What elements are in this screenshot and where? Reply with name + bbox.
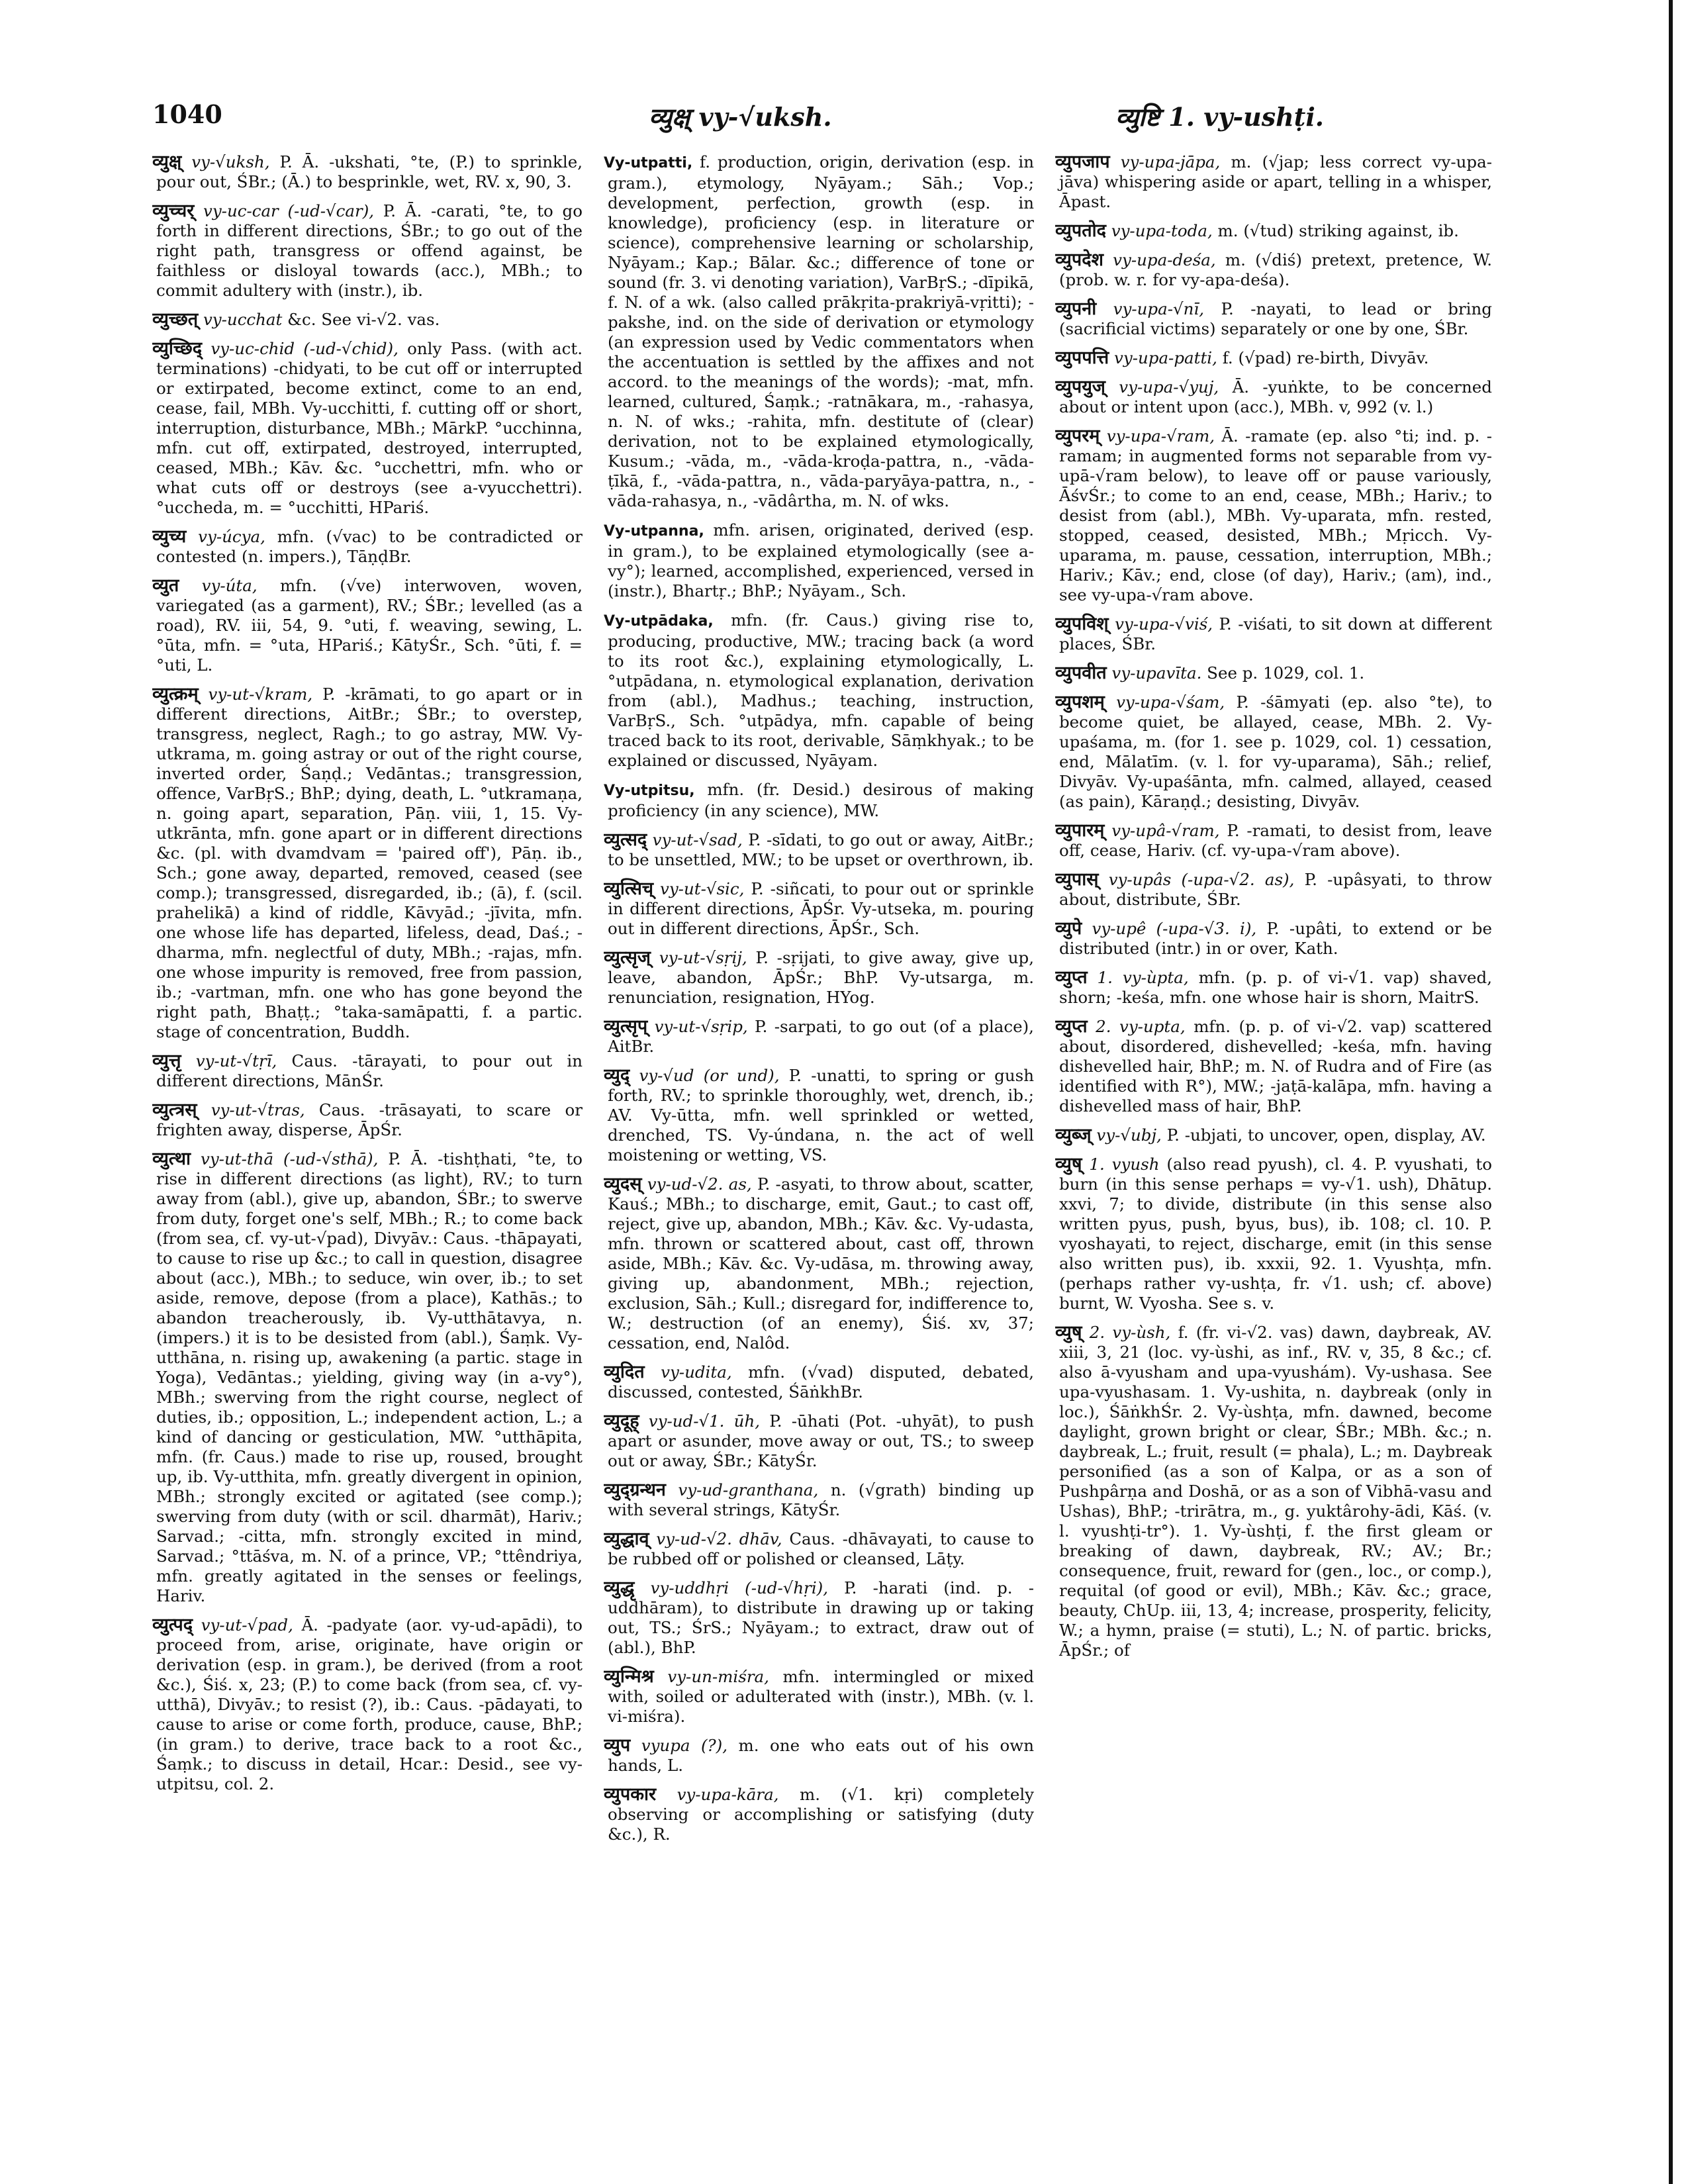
entry-headword: vy-ut-√pad, <box>201 1615 293 1635</box>
entry-devanagari: व्युपवीत <box>1055 663 1107 683</box>
entry-definition: mfn. (fr. Caus.) giving rise to, producing, productive, MW.; tracing back (a word to its root &c.), explaining etymologically, L. °utpādana, n. etymological explanation, derivation from (abl.), Madhus.; teaching, instruction, VarBṛS., Sch. °utpādya, mfn. capable of being traced back to its root, derivable, Sāṃkhyak.; to be explained or discussed, Nyāyam. <box>608 610 1034 770</box>
entry-definition: P. -sīdati, to go out or away, AitBr.; to be unsettled, MW.; to be upset or overthrown, ib. <box>608 830 1034 869</box>
entry-definition: P. -nayati, to lead or bring (sacrificial victims) separately or one by one, ŚBr. <box>1059 299 1492 338</box>
dictionary-entry <box>604 1362 1034 1402</box>
entry-devanagari: व्युप्त <box>1055 1016 1088 1037</box>
dictionary-entry <box>152 201 583 301</box>
entry-devanagari: व्युपविश् <box>1055 614 1109 634</box>
entry-headword: vy-√uksh, <box>191 152 270 171</box>
entry-definition: Ā. -padyate (aor. vy-ud-apādi), to proceed from, arise, originate, have origin or derivation (esp. in gram.), be derived (from a root &c.), Śiś. x, 23; (P.) to come back (from sea, cf. vy-utthā), Divyāv.; to resist (?), ib.: Caus. -pādayati, to cause to arise or come forth, produce, cause, BhP.; (in gram.) to derive, trace back to a root &c., Śaṃk.; to discuss in detail, Hcar.: Desid., see vy-utpitsu, col. 2. <box>156 1615 583 1793</box>
entry-headword: vy-upa-√nī, <box>1113 299 1204 318</box>
dictionary-entry <box>604 948 1034 1008</box>
entry-devanagari: व्युपकार <box>604 1784 657 1805</box>
entry-headword: vy-upa-jāpa, <box>1120 152 1221 171</box>
entry-devanagari: व्युपारम् <box>1055 820 1105 841</box>
dictionary-entry <box>1055 1155 1492 1313</box>
entry-headword: vy-upa-kāra, <box>677 1785 779 1804</box>
entry-devanagari: व्युक्ष् <box>152 152 182 172</box>
entry-definition: f. production, origin, derivation (esp. in gram.), etymology, Nyāyam.; Sāh.; Vop.; development, perfection, growth (esp. in knowledge), proficiency (esp. in literature or science), comprehensive learning or scholarship, Nyāyam.; Kap.; Bālar. &c.; difference of tone or sound (fr. 3. vi denoting variation), VarBṛS.; -dīpikā, f. N. of a wk. (also called prākṛita-prakriyā-vṛitti); -pakshe, ind. on the side of derivation or etymology (an expression used by Vedic commentators when the accentuation is settled by the affixes and not accord. to the meanings of the words); -mat, mfn. learned, cultured, Śaṃk.; -ratnākara, m., -rahasya, n. N. of wks.; -rahita, mfn. destitute of (clear) derivation, not to be explained etymologically, Kusum.; -vāda, m., -vāda-kroḍa-pattra, n., -vāda-ṭīkā, f., -vāda-pattra, n., vāda-paryāya-pattra, n., -vāda-rahasya, n., -vādârtha, m. N. of wks. <box>608 152 1034 510</box>
dictionary-entry <box>604 1480 1034 1520</box>
entry-headword: vy-udita, <box>661 1362 732 1382</box>
entry-devanagari: व्युपपत्ति <box>1055 348 1109 368</box>
dictionary-entry <box>1055 152 1492 212</box>
entry-headword: vy-ut-√sad, <box>652 830 743 849</box>
entry-subheadword: Vy-utpatti, <box>604 155 693 171</box>
entry-headword: vy-ucchat <box>203 310 283 329</box>
entry-devanagari: व्युत्क्रम् <box>152 684 199 704</box>
entry-headword: vy-ut-√tras, <box>211 1100 305 1119</box>
entry-devanagari: व्युद्धाव् <box>604 1529 649 1549</box>
entry-definition: &c. See vi-√2. vas. <box>287 310 440 329</box>
entry-devanagari: व्युत्सिच् <box>604 878 654 899</box>
entry-headword: vy-upa-√yuj, <box>1119 377 1219 397</box>
entry-definition: P. Ā. -tishṭhati, °te, to rise in different directions (as light), RV.; to turn away from (abl.), give up, abandon, ŚBr.; to swerve from duty, forget one's self, MBh.; R.; to come back (from sea, cf. vy-ut-√pad), Divyāv.: Caus. -thāpayati, to cause to rise up &c.; to call in question, disagree about (acc.), MBh.; to seduce, win over, ib.; to set aside, remove, depose (from a place), Kathās.; to abandon treacherously, ib. Vy-utthātavya, n. (impers.) it is to be desisted from (abl.), Śaṃk. Vy-utthāna, n. rising up, awakening (a partic. stage in Yoga), Vedāntas.; yielding, giving way (in a-vy°), MBh.; swerving from the right course, neglect of duties, ib.; opposition, L.; independent action, L.; a kind of dancing or gesticulation, MW. °utthāpita, mfn. (fr. Caus.) made to rise up, roused, brought up, ib. Vy-utthita, mfn. greatly divergent in opinion, MBh.; strongly excited or agitated (see comp.); swerving from duty (with or scil. dharmāt), Hariv.; Sarvad.; -citta, mfn. strongly excited in mind, Sarvad.; °ttāśva, m. N. of a prince, VP.; °ttêndriya, mfn. greatly agitated in the senses or feelings, Hariv. <box>156 1149 583 1605</box>
entry-devanagari: व्युन्मिश्र <box>604 1666 654 1687</box>
dictionary-entry <box>604 1785 1034 1844</box>
entry-devanagari: व्युदूह् <box>604 1411 639 1431</box>
entry-devanagari: व्युद् <box>604 1065 630 1086</box>
dictionary-entry <box>1055 968 1492 1008</box>
dictionary-entry <box>1055 919 1492 959</box>
entry-devanagari: व्युष् <box>1055 1322 1082 1343</box>
entry-definition: P. -krāmati, to go apart or in different directions, AitBr.; ŚBr.; to overstep, transgress, neglect, Ragh.; to go astray, MW. Vy-utkrama, m. going astray or out of the right course, inverted order, Śaṇḍ.; Vedāntas.; transgression, offence, VarBṛS.; BhP.; dying, death, L. °utkramaṇa, n. going apart, separation, Pāṇ. viii, 1, 15. Vy-utkrānta, mfn. gone apart or in different directions &c. (pl. with dvamdvam = 'paired off'), Pāṇ. ib., Sch.; gone away, departed, removed, ceased (see comp.); transgressed, disregarded, ib.; (ā), f. (scil. prahelikā) a kind of riddle, Kāvyād.; -jīvita, mfn. one whose life has departed, lifeless, dead, Daś.; -dharma, mfn. neglectful of duty, MBh.; -rajas, mfn. one whose impurity is removed, free from passion, ib.; -vartman, mfn. one who has gone beyond the right path, Bhaṭṭ.; °taka-samāpatti, f. a partic. stage of concentration, Buddh. <box>156 685 583 1041</box>
dictionary-entry <box>152 685 583 1042</box>
dictionary-entry <box>1055 870 1492 910</box>
dictionary-entry <box>1055 821 1492 861</box>
entry-definition: See p. 1029, col. 1. <box>1207 663 1365 683</box>
entry-headword: vy-√ubj, <box>1096 1125 1162 1145</box>
entry-devanagari: व्युप्त <box>1055 967 1088 988</box>
entry-devanagari: व्युपयुज् <box>1055 377 1105 397</box>
entry-devanagari: व्युपतोद <box>1055 220 1106 241</box>
entry-devanagari: व्युत्त्रस् <box>152 1100 197 1120</box>
entry-devanagari: व्युच्छिद् <box>152 338 203 359</box>
entry-definition: Caus. -trāsayati, to scare or frighten away, disperse, ĀpŚr. <box>156 1100 583 1139</box>
entry-definition: f. (fr. vi-√2. vas) dawn, daybreak, AV. xiii, 3, 21 (loc. vy-ùshi, as inf., RV. v, 35, 8 &c.; cf. also ā-vyusham and upa-vyushám). Vy-ushasa. See upa-vyushasam. 1. Vy-ushita, n. daybreak (only in loc.), ŚāṅkhŚr. 2. Vy-ùshṭa, mfn. dawned, become daylight, grown bright or clear, ŚBr.; MBh. &c.; n. daybreak, L.; fruit, result (= phala), L.; m. Daybreak personified (as a son of Kalpa, or as a son of Pushpârṇa and Doshā, or as a son of Vibhā-vasu and Ushas), BhP.; -trirātra, m., g. yuktârohy-ādi, Kāś. (v. l. vyushṭi-tr°). 1. Vy-ùshṭi, f. the first gleam or breaking of dawn, daybreak, RV.; AV.; Br.; consequence, fruit, reward for (gen., loc., or comp.), requital (of good or evil), MBh.; Kāv. &c.; grace, beauty, ChUp. iii, 13, 4; increase, prosperity, felicity, W.; a hymn, praise (= stuti), L.; N. of partic. bricks, ĀpŚr.; of <box>1059 1323 1492 1660</box>
column-2 <box>604 152 1034 2158</box>
dictionary-entry <box>1055 692 1492 812</box>
dictionary-entry <box>1055 1017 1492 1116</box>
entry-headword: vy-upê (-upa-√3. i), <box>1092 919 1257 938</box>
entry-definition: P. -upâsyati, to throw about, distribute, ŚBr. <box>1059 870 1492 909</box>
dictionary-entry <box>1055 663 1492 683</box>
entry-headword: vy-ut-√sṛip, <box>654 1017 748 1036</box>
entry-headword: vy-uc-chid (-ud-√chid), <box>211 339 398 358</box>
dictionary-entry <box>152 310 583 330</box>
entry-definition: P. -ramati, to desist from, leave off, cease, Hariv. (cf. vy-upa-√ram above). <box>1059 821 1492 860</box>
entry-definition: P. -ubjati, to uncover, open, display, AV. <box>1166 1125 1486 1145</box>
entry-definition: n. (√grath) binding up with several strings, KātyŚr. <box>608 1480 1034 1519</box>
dictionary-entry <box>604 152 1034 511</box>
entry-headword: vy-úcya, <box>198 527 265 546</box>
entry-definition: P. -viśati, to sit down at different places, ŚBr. <box>1059 614 1492 653</box>
dictionary-entry <box>604 879 1034 939</box>
entry-definition: Ā. -ramate (ep. also °ti; ind. p. -ramam; in augmented forms not separable from vy-upā-√ram below), to leave off or pause variously, ĀśvŚr.; to come to an end, cease, MBh.; Hariv.; to desist from (abl.), MBh. Vy-uparata, mfn. rested, stopped, ceased, desisted, MBh.; Mṛicch. Vy-uparama, m. pause, cessation, interruption, MBh.; Hariv.; Kāv.; end, close (of day), Hariv.; (am), ind., see vy-upa-√ram above. <box>1059 426 1492 604</box>
entry-devanagari: व्युपदेश <box>1055 250 1103 270</box>
entry-subheadword: Vy-utpādaka, <box>604 613 714 630</box>
entry-headword: vy-uc-car (-ud-√car), <box>203 201 375 220</box>
entry-headword: vy-upa-√ram, <box>1106 426 1215 446</box>
entry-definition: m. (√diś) pretext, pretence, W. (prob. w. r. for vy-apa-deśa). <box>1059 250 1492 289</box>
entry-devanagari: व्युपरम् <box>1055 426 1100 446</box>
entry-headword: vy-ut-√kram, <box>208 685 313 704</box>
entry-definition: m. (√1. kṛi) completely observing or accomplishing or satisfying (duty &c.), R. <box>608 1785 1034 1844</box>
dictionary-entry <box>152 1100 583 1140</box>
entry-definition: only Pass. (with act. terminations) -chidyati, to be cut off or interrupted or extirpated, become extinct, come to an end, cease, fail, MBh. Vy-ucchitti, f. cutting off or short, interruption, disturbance, MBh.; MārkP. °ucchinna, mfn. cut off, extirpated, destroyed, interrupted, ceased, MBh.; Kāv. &c. °ucchettri, mfn. who or what cuts off or destroys (see a-vyucchettri). °uccheda, m. = °ucchitti, HPariś. <box>156 339 583 517</box>
dictionary-entry <box>1055 221 1492 241</box>
entry-headword: vy-ut-√sic, <box>660 879 745 898</box>
entry-devanagari: व्युत्सद् <box>604 830 647 850</box>
dictionary-entry <box>152 1051 583 1091</box>
dictionary-entry <box>1055 1125 1492 1145</box>
entry-definition: mfn. (fr. Desid.) desirous of making proficiency (in any science), MW. <box>608 780 1034 820</box>
entry-devanagari: व्युब्ज् <box>1055 1125 1092 1145</box>
entry-devanagari: व्युदित <box>604 1362 645 1382</box>
entry-subheadword: Vy-utpitsu, <box>604 783 695 799</box>
dictionary-entry <box>604 1736 1034 1776</box>
dictionary-entry <box>1055 348 1492 368</box>
dictionary-entry <box>152 576 583 675</box>
entry-headword: vy-ut-√sṛij, <box>659 948 747 967</box>
entry-devanagari: व्युच्चर् <box>152 201 195 221</box>
entry-headword: vy-ut-√tṛī, <box>195 1051 277 1070</box>
entry-devanagari: व्युत्सृज् <box>604 947 651 968</box>
entry-definition: P. Ā. -carati, °te, to go forth in different directions, ŚBr.; to go out of the right path, transgress or offend against, be faithless or disloyal towards (acc.), MBh.; to commit adultery with (instr.), ib. <box>156 201 583 300</box>
entry-definition: P. -ūhati (Pot. -uhyāt), to push apart or asunder, move away or out, TS.; to sweep out or away, ŚBr.; KātyŚr. <box>608 1411 1034 1470</box>
entry-definition: mfn. (√ve) interwoven, woven, variegated (as a garment), RV.; ŚBr.; levelled (as a road), RV. iii, 54, 9. °uti, f. weaving, sewing, L. °ūta, mfn. = °uta, HPariś.; KātyŚr., Sch. °ūti, f. = °uti, L. <box>156 576 583 675</box>
entry-definition: P. -sarpati, to go out (of a place), AitBr. <box>608 1017 1034 1056</box>
entry-devanagari: व्युपजाप <box>1055 152 1110 172</box>
dictionary-entry <box>604 1578 1034 1658</box>
entry-headword: vy-√ud (or und), <box>639 1066 780 1085</box>
dictionary-entry <box>1055 377 1492 417</box>
entry-headword: vy-upa-√viś, <box>1115 614 1213 634</box>
entry-definition: mfn. intermingled or mixed with, soiled or adulterated with (instr.), MBh. (v. l. vi-miśra). <box>608 1667 1034 1726</box>
entry-headword: vy-úta, <box>201 576 258 595</box>
entry-headword: vy-ut-thā (-ud-√sthā), <box>201 1149 379 1168</box>
dictionary-entry <box>604 1411 1034 1471</box>
page-edge-line <box>1669 0 1673 2184</box>
entry-devanagari: व्युद्धृ <box>604 1578 635 1598</box>
entry-definition: mfn. (p. p. of vi-√1. vap) shaved, shorn; -keśa, mfn. one whose hair is shorn, MaitrS. <box>1059 968 1492 1007</box>
entry-definition: mfn. (p. p. of vi-√2. vap) scattered about, disordered, dishevelled; -keśa, mfn. having dishevelled hair, BhP.; m. N. of Rudra and of Fire (as identified with R°), MW.; -jaṭā-kalāpa, mfn. having a dishevelled mass of hair, BhP. <box>1059 1017 1492 1116</box>
entry-definition: P. -upâti, to extend or be distributed (intr.) in or over, Kath. <box>1059 919 1492 958</box>
entry-headword: vy-upa-patti, <box>1114 348 1217 367</box>
entry-devanagari: व्युत्पद् <box>152 1615 193 1635</box>
entry-headword: vy-ud-granthana, <box>678 1480 819 1499</box>
entry-definition: P. -śāmyati (ep. also °te), to become quiet, be allayed, cease, MBh. 2. Vy-upaśama, m. (for 1. see p. 1029, col. 1) cessation, end, Mālatīm. (v. l. for vy-uparama), Sāh.; relief, Divyāv. Vy-upaśānta, mfn. calmed, allayed, ceased (as pain), Kāraṇḍ.; desisting, Divyāv. <box>1059 692 1492 811</box>
entry-headword: vy-upa-deśa, <box>1113 250 1216 269</box>
entry-devanagari: व्युपास् <box>1055 869 1099 890</box>
entry-devanagari: व्युत्तृ <box>152 1051 181 1071</box>
entry-definition: P. -siñcati, to pour out or sprinkle in different directions, ĀpŚr. Vy-utseka, m. pouring out in different directions, ĀpŚr., Sch. <box>608 879 1034 938</box>
dictionary-entry <box>152 1615 583 1794</box>
dictionary-entry <box>604 1174 1034 1353</box>
entry-devanagari: व्युत <box>152 575 179 596</box>
entry-headword: vy-upa-toda, <box>1111 221 1213 240</box>
entry-headword: 1. vy-ùpta, <box>1097 968 1189 987</box>
dictionary-entry <box>1055 426 1492 605</box>
dictionary-entry <box>1055 250 1492 290</box>
entry-definition: Caus. -tārayati, to pour out in different directions, MānŚr. <box>156 1051 583 1090</box>
entry-headword: vyupa (?), <box>641 1736 728 1755</box>
entry-definition: P. -harati (ind. p. -uddhāram), to distribute in drawing up or taking out, TS.; ŚrS.; Nyāyam.; to extract, draw out of (abl.), BhP. <box>608 1578 1034 1657</box>
entry-definition: Ā. -yuṅkte, to be concerned about or intent upon (acc.), MBh. v, 992 (v. l.) <box>1059 377 1492 416</box>
entry-devanagari: व्युदस् <box>604 1174 642 1194</box>
column-3 <box>1055 152 1492 2158</box>
page-number: 1040 <box>152 99 222 129</box>
page-header <box>152 99 1628 139</box>
entry-headword: vy-upâs (-upa-√2. as), <box>1108 870 1295 889</box>
dictionary-entry <box>604 780 1034 821</box>
entry-headword: vy-upavīta. <box>1111 663 1202 683</box>
entry-headword: vy-upâ-√ram, <box>1111 821 1220 840</box>
dictionary-entry <box>152 339 583 518</box>
entry-definition: mfn. arisen, originated, derived (esp. in gram.), to be explained etymologically (see a-vy°); learned, accomplished, experienced, versed in (instr.), Bhartṛ.; BhP.; Nyāyam., Sch. <box>608 520 1034 600</box>
entry-definition: f. (√pad) re-birth, Divyāv. <box>1222 348 1429 367</box>
dictionary-entry <box>604 610 1034 771</box>
dictionary-entry <box>152 1149 583 1606</box>
dictionary-entry <box>604 1017 1034 1057</box>
entry-devanagari: व्युत्था <box>152 1149 191 1169</box>
entry-devanagari: व्युपे <box>1055 918 1082 939</box>
dictionary-entry <box>152 527 583 567</box>
running-head-left: व्युक्ष् vy-√uksh. <box>649 102 832 132</box>
dictionary-entry <box>1055 299 1492 339</box>
entry-headword: 1. vyush <box>1089 1155 1160 1174</box>
entry-devanagari: व्युत्सृप् <box>604 1016 648 1037</box>
entry-definition: mfn. (√vad) disputed, debated, discussed, contested, ŚāṅkhBr. <box>608 1362 1034 1401</box>
entry-devanagari: व्युपनी <box>1055 299 1097 319</box>
entry-subheadword: Vy-utpanna, <box>604 523 704 540</box>
entry-definition: m. (√jap; less correct vy-upa-jāva) whispering aside or apart, telling in a whisper, Āpast. <box>1059 152 1492 211</box>
dictionary-entry <box>1055 614 1492 654</box>
entry-headword: vy-un-miśra, <box>667 1667 769 1686</box>
entry-definition: (also read pyush), cl. 4. P. vyushati, to burn (in this sense perhaps = vy-√1. ush), Dhātup. xxvi, 7; to divide, distribute (in this sense also written pyus, push, byus, bus), ib. 108; cl. 10. P. vyoshayati, to reject, discharge, emit (in this sense also written pus), ib. xxxii, 92. 1. Vyushṭa, mfn. (perhaps rather vy-ushṭa, fr. √1. ush; cf. above) burnt, W. Vyosha. See s. v. <box>1059 1155 1492 1313</box>
entry-devanagari: व्युच्य <box>152 526 187 547</box>
entry-devanagari: व्युद्ग्रन्थन <box>604 1480 666 1500</box>
entry-definition: mfn. (√vac) to be contradicted or contested (n. impers.), TāṇḍBr. <box>156 527 583 566</box>
entry-headword: 2. vy-ùsh, <box>1089 1323 1171 1342</box>
entry-devanagari: व्युप <box>604 1735 631 1756</box>
entry-definition: m. one who eats out of his own hands, L. <box>608 1736 1034 1775</box>
entry-headword: vy-upa-√śam, <box>1116 692 1225 712</box>
dictionary-entry <box>604 830 1034 870</box>
entry-headword: vy-uddhṛi (-ud-√hṛi), <box>650 1578 829 1597</box>
column-1 <box>152 152 583 2158</box>
dictionary-entry <box>1055 1323 1492 1660</box>
dictionary-entry <box>604 1066 1034 1165</box>
dictionary-entry <box>152 152 583 192</box>
entry-definition: m. (√tud) striking against, ib. <box>1217 221 1459 240</box>
entry-definition: Caus. -dhāvayati, to cause to be rubbed off or polished or cleansed, Lāṭy. <box>608 1529 1034 1568</box>
running-head-right: व्युष्टि 1. vy-ushṭi. <box>1115 102 1324 132</box>
entry-devanagari: व्युपशम् <box>1055 692 1105 712</box>
entry-headword: 2. vy-upta, <box>1096 1017 1186 1036</box>
entry-headword: vy-ud-√2. dhāv, <box>656 1529 782 1548</box>
entry-headword: vy-ud-√2. as, <box>647 1174 752 1194</box>
entry-definition: P. Ā. -ukshati, °te, (P.) to sprinkle, pour out, ŚBr.; (Ā.) to besprinkle, wet, RV. x, 90, 3. <box>156 152 583 191</box>
entry-devanagari: व्युच्छत् <box>152 309 199 330</box>
entry-headword: vy-ud-√1. ūh, <box>648 1411 761 1431</box>
entry-definition: P. -asyati, to throw about, scatter, Kauś.; MBh.; to discharge, emit, Gaut.; to cast off, reject, give up, abandon, MBh.; Kāv. &c. Vy-udasta, mfn. thrown or scattered about, cast off, thrown aside, MBh.; Kāv. &c. Vy-udāsa, m. throwing away, giving up, abandonment, MBh.; rejection, exclusion, Sāh.; Kull.; disregard for, indifference to, W.; destruction (of an enemy), Śiś. xv, 37; cessation, end, Nalôd. <box>608 1174 1034 1353</box>
dictionary-entry <box>604 1667 1034 1727</box>
entry-devanagari: व्युष् <box>1055 1154 1082 1174</box>
dictionary-entry <box>604 1529 1034 1569</box>
entry-definition: P. -sṛijati, to give away, give up, leave, abandon, ĀpŚr.; BhP. Vy-utsarga, m. renunciation, resignation, HYog. <box>608 948 1034 1007</box>
dictionary-entry <box>604 520 1034 601</box>
entry-definition: P. -unatti, to spring or gush forth, RV.; to sprinkle thoroughly, wet, drench, ib.; AV. Vy-ūtta, mfn. well sprinkled or wetted, drenched, TS. Vy-úndana, n. the act of well moistening or wetting, VS. <box>608 1066 1034 1164</box>
